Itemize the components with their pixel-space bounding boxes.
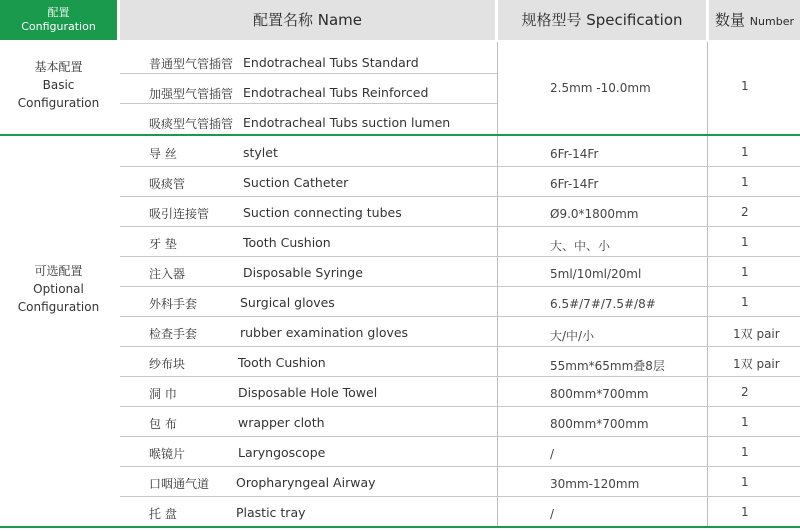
- item-name-en: Tooth Cushion: [238, 355, 326, 370]
- header-number-cell: [709, 0, 800, 40]
- item-name-en: Suction Catheter: [243, 175, 349, 190]
- item-spec: 800mm*700mm: [550, 417, 649, 431]
- header-config-en: Configuration: [21, 20, 96, 33]
- header-spec-cell: 规格型号 Specification: [498, 0, 706, 40]
- item-spec: /: [550, 447, 555, 461]
- item-name-cn: 导 丝: [149, 147, 177, 161]
- row-divider: [120, 316, 800, 317]
- item-spec: 6Fr-14Fr: [550, 147, 599, 161]
- item-name-cn: 注入器: [149, 267, 186, 281]
- row-divider: [120, 346, 800, 347]
- row-divider: [120, 286, 800, 287]
- item-qty: 1双 pair: [733, 327, 780, 341]
- item-name-cn: 托 盘: [149, 507, 177, 521]
- row-divider: [120, 166, 800, 167]
- item-name-cn: 包 布: [149, 417, 177, 431]
- item-spec: 大、中、小: [550, 239, 611, 253]
- row-divider: [120, 376, 800, 377]
- item-name-en: Endotracheal Tubs suction lumen: [243, 115, 451, 130]
- item-name-en: Endotracheal Tubs Standard: [243, 55, 419, 70]
- item-spec: 55mm*65mm叠8层: [550, 359, 665, 373]
- item-spec: /: [550, 507, 555, 521]
- item-qty: 1: [741, 415, 749, 429]
- item-name-cn: 吸痰型气管插管: [149, 117, 234, 131]
- item-qty: 2: [741, 205, 749, 219]
- row-divider: [120, 73, 497, 74]
- basic-spec: 2.5mm -10.0mm: [550, 81, 651, 95]
- item-name-cn: 喉镜片: [149, 447, 186, 461]
- item-name-en: Plastic tray: [236, 505, 306, 520]
- item-name-cn: 洞 巾: [149, 387, 177, 401]
- row-divider: [120, 196, 800, 197]
- header-number-en: Number: [749, 15, 794, 28]
- item-name-en: Tooth Cushion: [243, 235, 331, 250]
- item-name-en: Disposable Syringe: [243, 265, 363, 280]
- row-divider: [120, 406, 800, 407]
- item-name-en: Endotracheal Tubs Reinforced: [243, 85, 429, 100]
- item-qty: 1: [741, 145, 749, 159]
- header-name-cell: 配置名称 Name: [120, 0, 495, 40]
- item-name-en: stylet: [243, 145, 278, 160]
- item-name-cn: 普通型气管插管: [149, 57, 234, 71]
- basic-config-label: 基本配置 Basic Configuration: [17, 60, 100, 110]
- header-config-cn: 配置: [47, 6, 70, 19]
- optional-config-label: 可选配置 Optional Configuration: [17, 264, 100, 314]
- item-name-cn: 外科手套: [149, 297, 198, 311]
- item-name-en: rubber examination gloves: [240, 325, 409, 340]
- item-qty: 1: [741, 295, 749, 309]
- item-name-en: Surgical gloves: [240, 295, 335, 310]
- column-divider: [707, 42, 708, 527]
- row-divider: [120, 466, 800, 467]
- item-spec: 6Fr-14Fr: [550, 177, 599, 191]
- row-divider: [120, 256, 800, 257]
- item-qty: 1: [741, 475, 749, 489]
- item-qty: 1: [741, 505, 749, 519]
- header-number-cn: 数量: [715, 11, 746, 29]
- item-name-cn: 纱布块: [149, 357, 186, 371]
- item-spec: 5ml/10ml/20ml: [550, 267, 642, 281]
- row-divider: [120, 103, 497, 104]
- item-name-cn: 口咽通气道: [149, 477, 210, 491]
- item-qty: 1: [741, 445, 749, 459]
- item-spec: 800mm*700mm: [550, 387, 649, 401]
- item-name-en: Oropharyngeal Airway: [236, 475, 376, 490]
- section-divider: [0, 134, 800, 136]
- item-name-cn: 加强型气管插管: [149, 87, 234, 101]
- item-qty: 2: [741, 385, 749, 399]
- item-spec: Ø9.0*1800mm: [550, 207, 639, 221]
- column-divider: [497, 42, 498, 527]
- item-qty: 1: [741, 175, 749, 189]
- item-name-cn: 检查手套: [149, 327, 198, 341]
- row-divider: [120, 496, 800, 497]
- item-name-cn: 牙 垫: [149, 237, 177, 251]
- item-qty: 1: [741, 235, 749, 249]
- row-divider: [120, 436, 800, 437]
- item-spec: 大/中/小: [550, 329, 595, 343]
- header-config-cell: [0, 0, 117, 40]
- item-qty: 1双 pair: [733, 357, 780, 371]
- item-name-cn: 吸引连接管: [149, 207, 210, 221]
- item-spec: 30mm-120mm: [550, 477, 640, 491]
- item-name-en: Suction connecting tubes: [243, 205, 402, 220]
- item-name-en: Laryngoscope: [238, 445, 326, 460]
- basic-qty: 1: [741, 79, 749, 93]
- table-bottom-border: [0, 526, 800, 528]
- item-name-en: Disposable Hole Towel: [238, 385, 378, 400]
- item-name-en: wrapper cloth: [238, 415, 325, 430]
- item-name-cn: 吸痰管: [149, 177, 186, 191]
- item-qty: 1: [741, 265, 749, 279]
- item-spec: 6.5#/7#/7.5#/8#: [550, 297, 656, 311]
- row-divider: [120, 226, 800, 227]
